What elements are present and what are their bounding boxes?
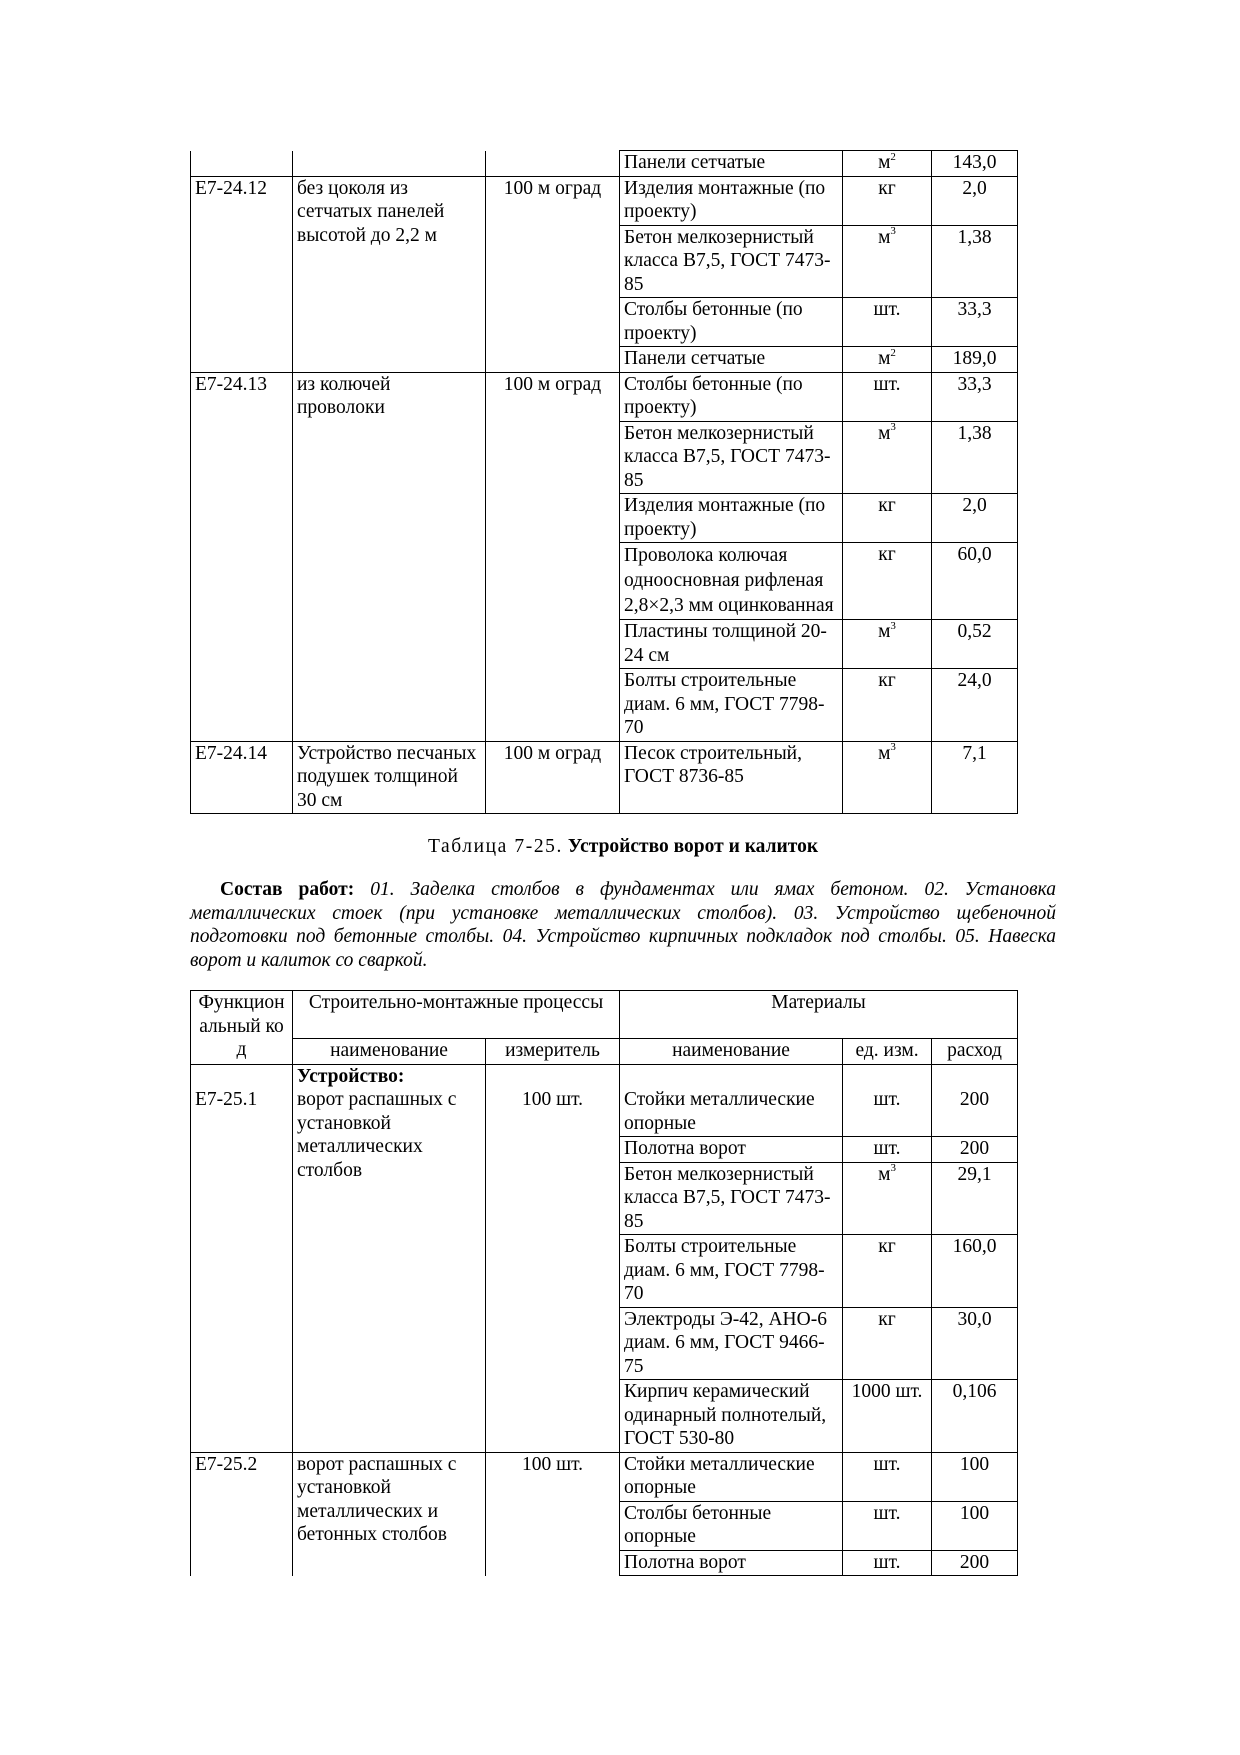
quantity-cell: 33,3 [932,372,1018,421]
quantity-cell: 0,52 [932,620,1018,669]
material-cell: Столбы бетонные (по проекту) [620,298,843,347]
measure-cell: кг [843,176,932,225]
measure-cell: кг [843,1307,932,1380]
table-title: Устройство ворот и калиток [567,836,819,857]
material-cell: Панели сетчатые [620,347,843,373]
material-cell: Полотна ворот [620,1137,843,1163]
table-row [191,1064,1018,1137]
material-cell: Стойки металлические опорные [620,1452,843,1501]
quantity-cell: 2,0 [932,176,1018,225]
material-cell: Песок строительный, ГОСТ 8736-85 [620,741,843,814]
document-page [190,150,1056,1576]
gates-materials-table [190,990,1018,1576]
quantity-cell: 100 [932,1501,1018,1550]
measure-cell: $м^3$ [843,1162,932,1235]
quantity-cell: 24,0 [932,669,1018,742]
measure-cell: $м^3$ [843,225,932,298]
measure-cell: шт. [843,372,932,421]
quantity-cell: 60,0 [932,543,1018,620]
quantity-cell: 29,1 [932,1162,1018,1235]
header-unit: ед. изм. [843,1039,932,1065]
code-cell: Е7-24.13 [191,372,293,741]
work-composition [190,878,1056,972]
material-cell: Бетон мелкозернистый класса В7,5, ГОСТ 7473-85 [620,421,843,494]
process-cell: из колючей проволоки [293,372,486,741]
material-cell: Столбы бетонные опорные [620,1501,843,1550]
material-cell: Бетон мелкозернистый класса В7,5, ГОСТ 7473-85 [620,225,843,298]
header-material-name: наименование [620,1039,843,1065]
material-cell: Болты строительные диам. 6 мм, ГОСТ 7798-70 [620,1235,843,1308]
measure-cell: кг [843,494,932,543]
measure-cell: шт. [843,1550,932,1576]
fence-materials-table [190,150,1018,814]
table-row [191,741,1018,814]
code-cell: Е7-25.2 [191,1452,293,1576]
quantity-cell: 2,0 [932,494,1018,543]
material-cell: Изделия монтажные (по проекту) [620,176,843,225]
material-cell: Болты строительные диам. 6 мм, ГОСТ 7798-70 [620,669,843,742]
quantity-cell: 200 [932,1137,1018,1163]
quantity-cell: 7,1 [932,741,1018,814]
measure-cell: кг [843,669,932,742]
table-caption [190,836,1056,858]
group-title: Устройство: [297,1065,405,1087]
table-row [191,151,1018,177]
material-cell: Полотна ворот [620,1550,843,1576]
quantity-cell: 100 [932,1452,1018,1501]
measure-cell: $м^2$ [843,151,932,177]
quantity-cell: 30,0 [932,1307,1018,1380]
measure-cell: шт. [843,1064,932,1137]
measure-cell: шт. [843,1452,932,1501]
quantity-cell: 200 [932,1064,1018,1137]
header-process-name: наименование [293,1039,486,1065]
measure-cell: $м^3$ [843,741,932,814]
table-row [191,1452,1018,1501]
composition-heading: Состав работ: [220,879,355,900]
process-cell [293,151,486,177]
measure-cell: кг [843,1235,932,1308]
unit-cell: 100 м оград [486,372,620,741]
measure-cell: 1000 шт. [843,1380,932,1453]
header-code: Функциональный код [191,991,293,1065]
quantity-cell: 1,38 [932,421,1018,494]
quantity-cell: 1,38 [932,225,1018,298]
material-cell: Электроды Э-42, АНО-6 диам. 6 мм, ГОСТ 9466-75 [620,1307,843,1380]
material-cell: Кирпич керамический одинарный полнотелый, ГОСТ 530-80 [620,1380,843,1453]
material-cell: Изделия монтажные (по проекту) [620,494,843,543]
table-row [191,176,1018,225]
measure-cell: шт. [843,298,932,347]
quantity-cell: 33,3 [932,298,1018,347]
unit-cell: 100 шт. [486,1452,620,1576]
quantity-cell: 160,0 [932,1235,1018,1308]
unit-cell: 100 м оград [486,741,620,814]
unit-cell: 100 шт. [486,1064,620,1452]
header-measure-unit: измеритель [486,1039,620,1065]
measure-cell: $м^2$ [843,347,932,373]
material-cell: Пластины толщиной 20-24 см [620,620,843,669]
quantity-cell: 143,0 [932,151,1018,177]
unit-cell: 100 м оград [486,176,620,372]
code-cell [191,151,293,177]
unit-cell [486,151,620,177]
header-consumption: расход [932,1039,1018,1065]
measure-cell: кг [843,543,932,620]
measure-cell: $м^3$ [843,421,932,494]
measure-cell: шт. [843,1137,932,1163]
quantity-cell: 200 [932,1550,1018,1576]
process-cell: без цоколя из сетчатых панелей высотой до 2,2 м [293,176,486,372]
table-header-row [191,1039,1018,1065]
material-cell: Столбы бетонные (по проекту) [620,372,843,421]
material-cell: Проволока колючая одноосновная рифленая 2,8×2,3 мм оцинкованная [620,543,843,620]
material-cell: Панели сетчатые [620,151,843,177]
composition-text: 01. Заделка столбов в фундаментах или ямах бетоном. 02. Установка металлических стоек (при установке металлических столбов). 03. Устройство щебеночной подготовки под бетонные столбы. 04. Устройство кирпичных подкладок под столбы. 05. Навеска ворот и калиток со сваркой. [190,879,1056,971]
code-cell: Е7-25.1 [191,1064,293,1452]
header-materials: Материалы [620,991,1018,1039]
table-row [191,372,1018,421]
process-cell: ворот распашных с установкой металлических и бетонных столбов [293,1452,486,1576]
table-number: Таблица 7-25. [427,836,564,857]
quantity-cell: 0,106 [932,1380,1018,1453]
process-cell: Устройство песчаных подушек толщиной 30 см [293,741,486,814]
process-cell: Устройство: ворот распашных с установкой металлических столбов [293,1064,486,1452]
quantity-cell: 189,0 [932,347,1018,373]
code-cell: Е7-24.12 [191,176,293,372]
measure-cell: шт. [843,1501,932,1550]
code-cell: Е7-24.14 [191,741,293,814]
material-cell: Бетон мелкозернистый класса В7,5, ГОСТ 7473-85 [620,1162,843,1235]
material-cell: Стойки металлические опорные [620,1064,843,1137]
header-processes: Строительно-монтажные процессы [293,991,620,1039]
measure-cell: $м^3$ [843,620,932,669]
table-header-row [191,991,1018,1039]
